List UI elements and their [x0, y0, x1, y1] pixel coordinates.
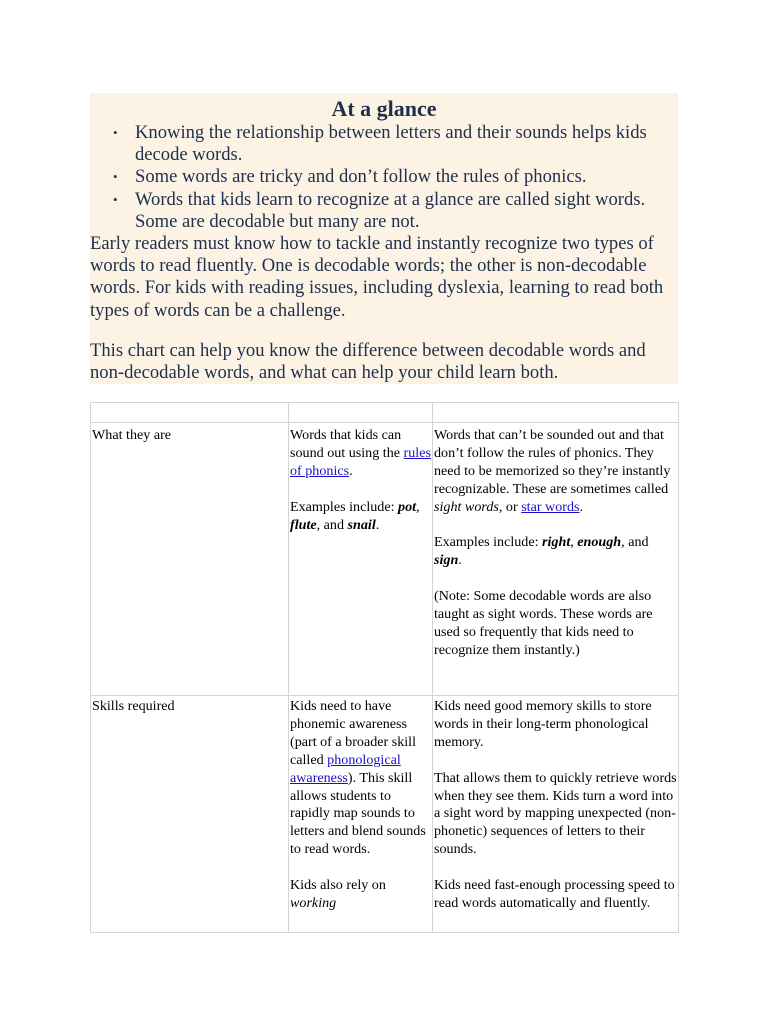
glance-bullet-list: [90, 122, 678, 233]
row-label: Skills required: [91, 696, 289, 933]
skills-text: Kids also rely on: [290, 877, 386, 894]
table-cell: [289, 403, 433, 423]
processing-speed-text: Kids need fast-enough processing speed to read words automatically and fluently.: [434, 877, 675, 911]
table-header-row: [91, 403, 679, 423]
decodable-definition: [290, 427, 431, 481]
phonological-awareness-link[interactable]: phonological awareness: [290, 751, 401, 786]
examples-label: Examples include:: [434, 534, 543, 551]
definition-text: Words that kids can sound out using the: [290, 427, 404, 461]
note-text: (Note: Some decodable words are also taught as sight words. These words are used so frequently that kids need to recognize them instantly.): [434, 588, 653, 658]
example-word: pot: [398, 498, 417, 515]
period: .: [458, 552, 462, 569]
star-words-link[interactable]: star words: [521, 498, 580, 515]
intro-paragraph: Early readers must know how to tackle and instantly recognize two types of words to read fluently. One is decodable words; the other is non-decodable words. For kids with reading issues, including dyslexia, learning to read both types of words can be a challenge.: [90, 233, 664, 321]
non-decodable-definition: [434, 427, 677, 517]
working-memory-text: [290, 877, 431, 913]
glance-bullet: • Some words are tricky and don’t follow the rules of phonics.: [135, 166, 678, 188]
decodable-skills-cell: [289, 696, 433, 933]
row-label: What they are: [91, 423, 289, 696]
skills-text: Kids need to have phonemic awareness (part of a broader skill called: [290, 698, 417, 768]
definition-text: Words that can’t be sounded out and that don’t follow the rules of phonics. They need to be memorized so they’re instantly recognizable. These are sometimes called: [434, 427, 671, 497]
example-word: snail: [347, 516, 376, 533]
retrieval-text: That allows them to quickly retrieve words when they see them. Kids turn a word into a sight word by mapping unexpected (non-phonetic) sequences of letters to their sounds.: [434, 769, 677, 858]
skills-text-end: ). This skill allows students to rapidly map sounds to letters and blend sounds to read words.: [290, 769, 426, 858]
table-cell: [91, 403, 289, 423]
definition-end: .: [349, 462, 353, 479]
table-row: [91, 696, 679, 933]
separator: , and: [621, 534, 649, 551]
separator: ,: [416, 498, 420, 515]
glance-bullet: • Knowing the relationship between letters and their sounds helps kids decode words.: [135, 122, 678, 166]
table-row: [91, 423, 679, 696]
example-word: flute: [290, 516, 317, 533]
rules-of-phonics-link[interactable]: rules of phonics: [290, 444, 431, 479]
decodable-examples: [290, 499, 431, 535]
at-a-glance-box: [90, 93, 678, 384]
glance-title: At a glance: [331, 96, 437, 121]
non-decodable-cell: [433, 423, 679, 696]
decodable-cell: [289, 423, 433, 696]
decodable-comparison-table: [90, 402, 679, 933]
memory-skills-text: Kids need good memory skills to store words in their long-term phonological memory.: [434, 698, 652, 750]
non-decodable-examples: [434, 534, 677, 570]
phonemic-awareness-text: [290, 698, 431, 859]
table-cell: [433, 403, 679, 423]
separator: , or: [498, 498, 522, 515]
glance-bullet: • Words that kids learn to recognize at a glance are called sight words. Some are decodable but many are not.: [135, 189, 678, 233]
example-word: right: [542, 534, 571, 551]
non-decodable-skills-cell: [433, 696, 679, 933]
example-word: sign: [434, 552, 459, 569]
chart-intro-paragraph: This chart can help you know the difference between decodable words and non-decodable words, and what can help your child learn both.: [90, 339, 646, 384]
period: .: [375, 516, 380, 533]
sight-words-term: sight words: [434, 498, 499, 515]
examples-label: Examples include:: [290, 498, 399, 515]
example-word: enough: [577, 534, 622, 551]
period: .: [579, 498, 584, 515]
separator: ,: [570, 534, 578, 551]
working-term: working: [290, 894, 337, 911]
separator: , and: [316, 516, 348, 533]
